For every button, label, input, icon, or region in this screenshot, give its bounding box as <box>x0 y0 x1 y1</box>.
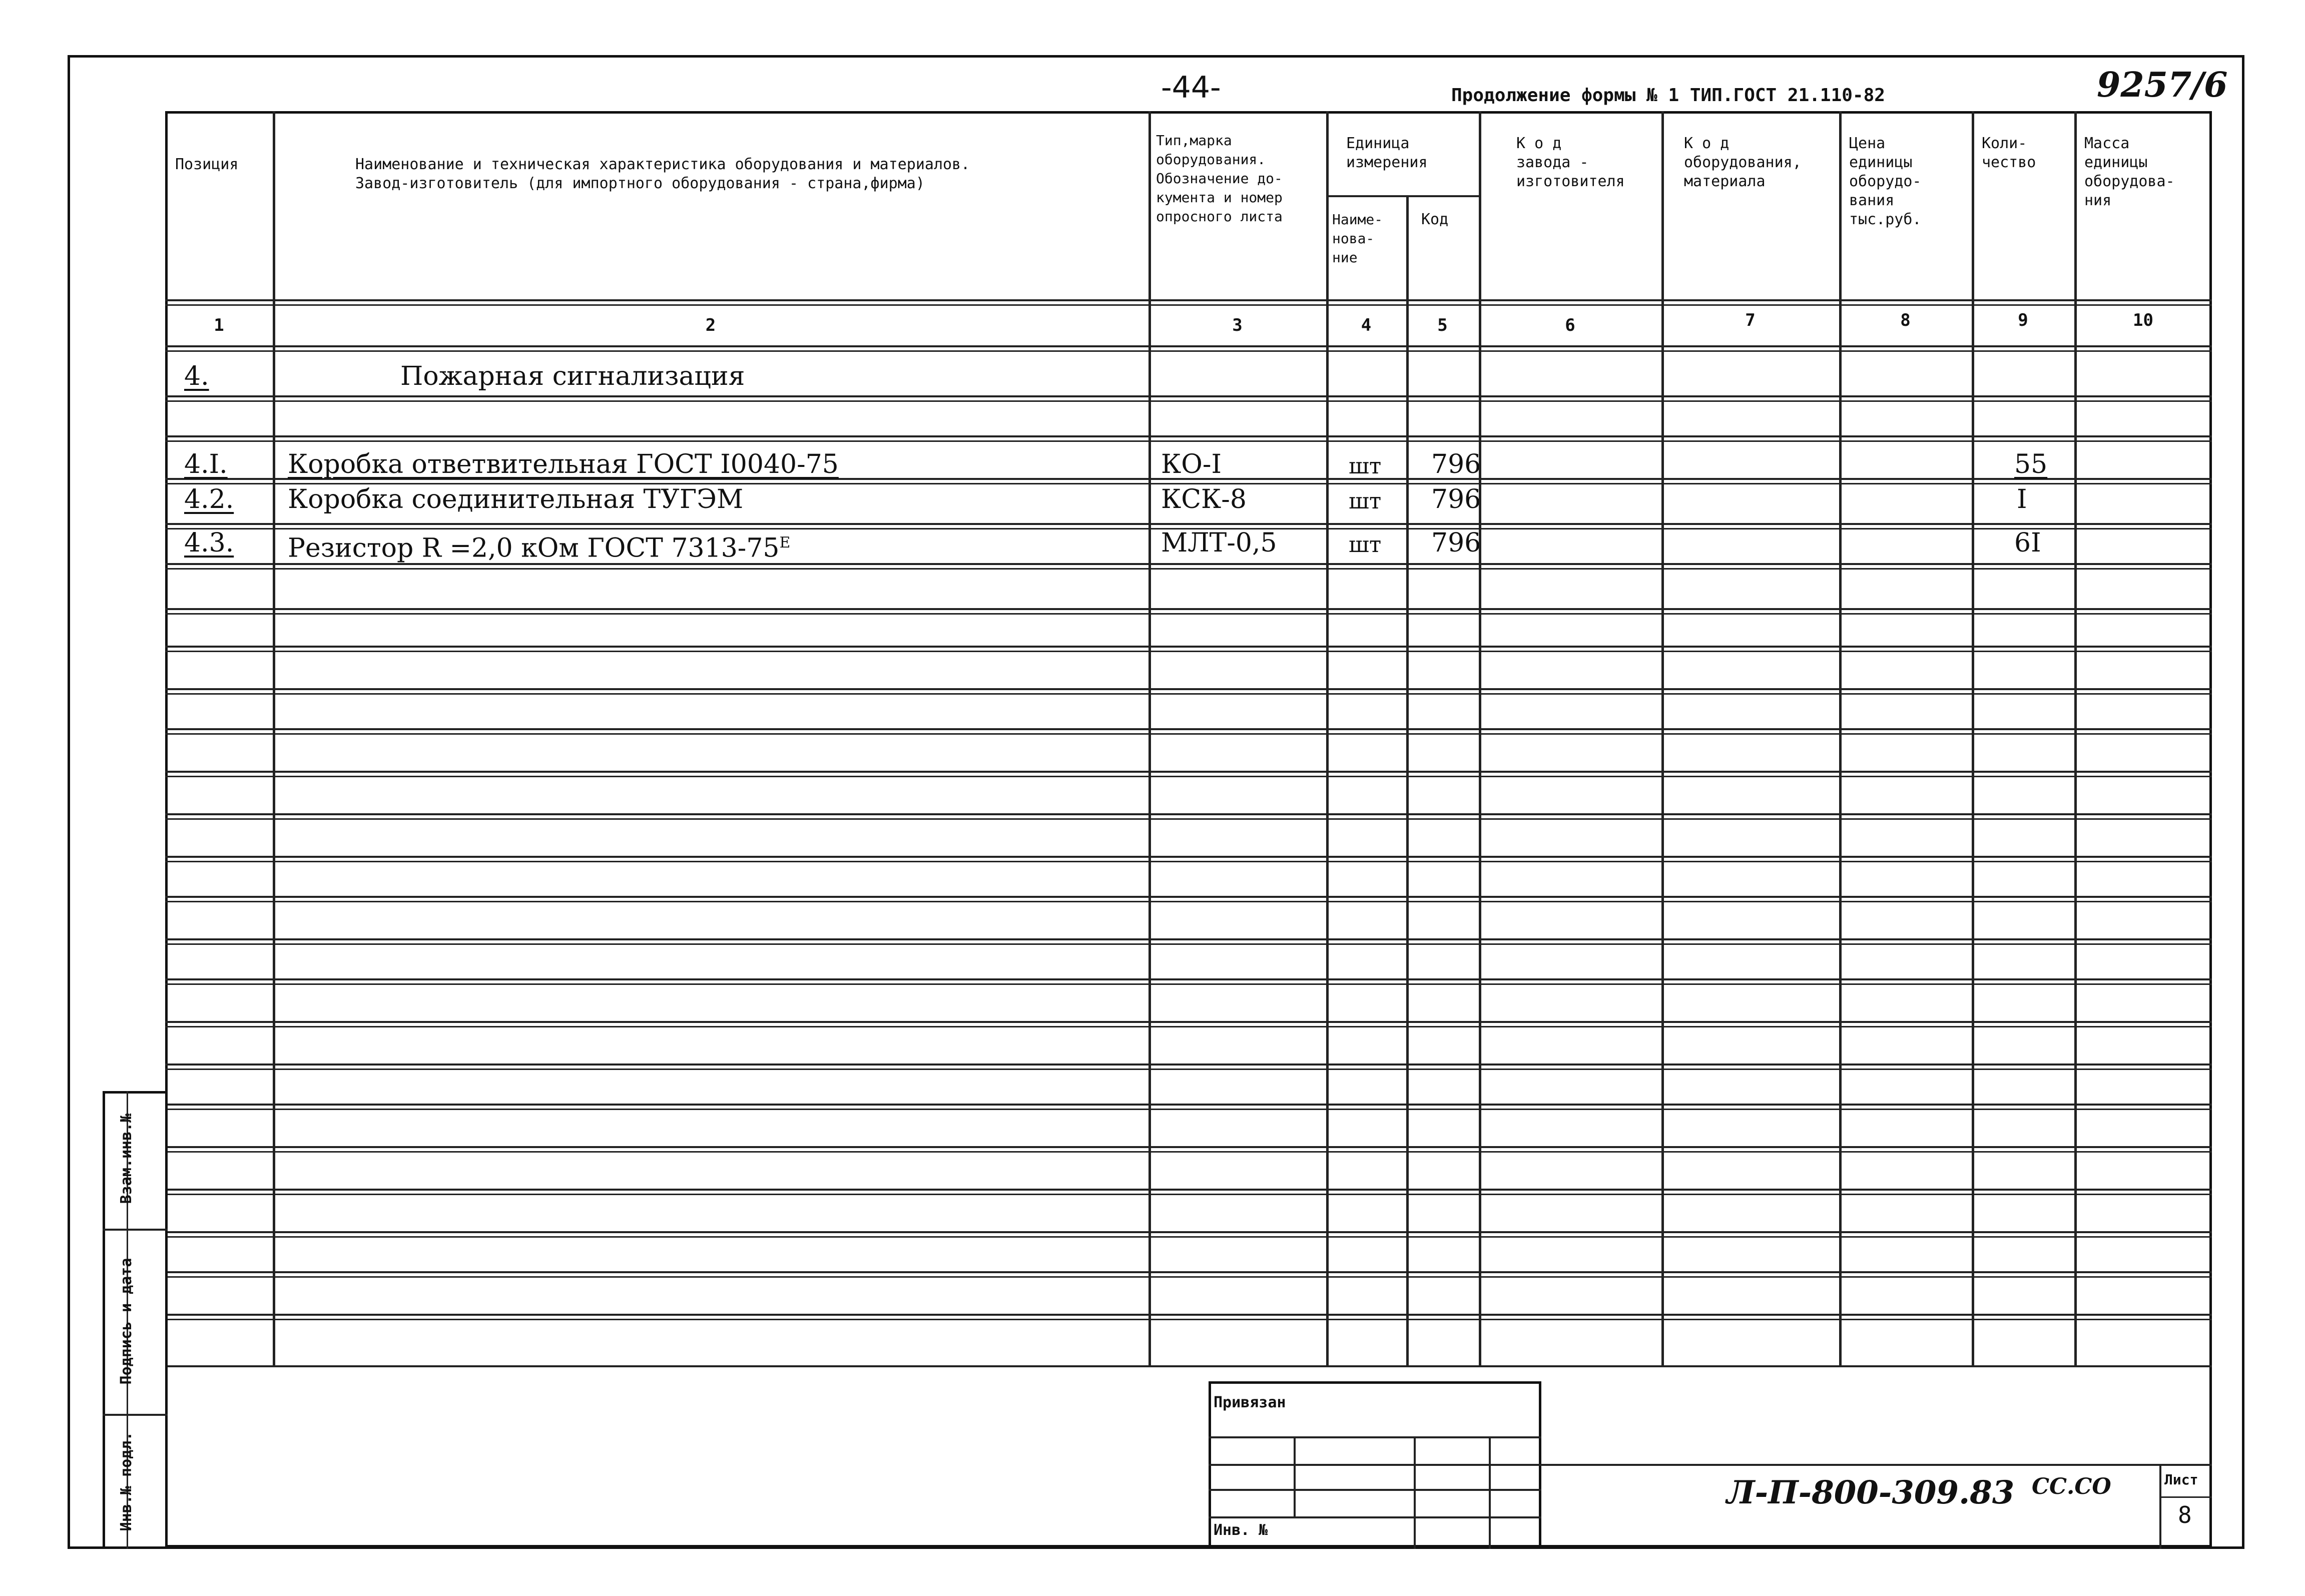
table-row-line <box>165 1063 2212 1066</box>
row-unit: шт <box>1349 532 1382 558</box>
header-name: Наименование и техническая характеристика оборудования и материалов. Завод-изготовитель (для импортного оборудования - страна,фирма) <box>355 156 970 192</box>
row-name: Коробка ответвительная ГОСТ I0040-75 <box>288 449 839 479</box>
row-code: 796 <box>1431 484 1481 514</box>
header-price: Цена единицы оборудо- вания тыс.руб. <box>1849 135 1922 228</box>
table-row-line <box>165 1026 2212 1027</box>
header-unit-name: Наиме- нова- ние <box>1332 211 1383 266</box>
column-number: 5 <box>1437 315 1448 335</box>
sheet-number: 8 <box>2178 1501 2192 1528</box>
bound-line <box>1209 1489 1541 1491</box>
table-row-line <box>165 1109 2212 1110</box>
column-number: 10 <box>2133 310 2153 330</box>
table-row-line <box>165 943 2212 945</box>
table-row-line <box>165 435 2212 437</box>
row-position: 4.3. <box>184 528 234 558</box>
table-row-line <box>165 861 2212 862</box>
row-name-text: Резистор R =2,0 кОм ГОСТ 7313-75 <box>288 533 780 564</box>
table-row-line <box>165 938 2212 940</box>
section-position: 4. <box>184 361 209 391</box>
header-position: Позиция <box>175 156 239 173</box>
bound-line <box>1209 1464 1541 1466</box>
table-row-line <box>165 440 2212 442</box>
row-code: 796 <box>1431 449 1481 479</box>
table-row-line <box>165 771 2212 773</box>
bound-label: Привязан <box>1214 1394 1286 1411</box>
column-number: 2 <box>705 315 716 335</box>
table-row-line <box>165 563 2212 565</box>
table-row-line <box>165 568 2212 570</box>
row-quantity: I <box>2017 484 2027 514</box>
row-name <box>288 528 790 563</box>
row-position: 4.I. <box>184 449 228 479</box>
table-row-line <box>165 728 2212 730</box>
table-row-line <box>165 613 2212 615</box>
section-title: Пожарная сигнализация <box>400 361 745 391</box>
header-type: Тип,марка оборудования. Обозначение до- кумента и номер опросного листа <box>1156 132 1283 225</box>
header-unit-group: Единица измерения <box>1346 135 1428 171</box>
row-type: МЛТ-0,5 <box>1161 528 1277 558</box>
bound-col <box>1489 1436 1491 1549</box>
bound-line <box>1209 1436 1541 1438</box>
column-number: 4 <box>1361 315 1372 335</box>
table-row-line <box>165 856 2212 858</box>
header-equipment-code: К о д оборудования, материала <box>1684 135 1802 190</box>
table-row-line <box>165 983 2212 985</box>
bound-line <box>1209 1516 1541 1518</box>
numbers-bottom-line-2 <box>165 350 2212 352</box>
table-row-line <box>165 733 2212 735</box>
sheet-line <box>2159 1496 2212 1498</box>
row-quantity: 55 <box>2014 449 2048 479</box>
sheet-divider <box>2159 1464 2161 1549</box>
side-stamp-field2: Подпись и дата <box>118 1258 135 1385</box>
document-code: Л-П-800-309.83 <box>1726 1474 2015 1511</box>
table-row-line <box>165 1319 2212 1320</box>
stamp-line <box>1541 1464 2212 1466</box>
header-quantity: Коли- чество <box>1982 135 2036 171</box>
row-unit: шт <box>1349 453 1382 479</box>
header-unit-code: Код <box>1421 211 1449 228</box>
bound-col <box>1414 1436 1416 1549</box>
table-row-line <box>165 400 2212 402</box>
header-mass: Масса единицы оборудова- ния <box>2084 135 2175 209</box>
sheet-label: Лист <box>2164 1471 2198 1488</box>
row-name-superscript: Е <box>779 534 791 552</box>
column-number: 8 <box>1900 310 1911 330</box>
row-quantity: 6I <box>2014 528 2041 558</box>
row-code: 796 <box>1431 528 1481 558</box>
numbers-bottom-line <box>165 345 2212 347</box>
bound-col <box>1294 1436 1296 1516</box>
table-row-line <box>165 523 2212 525</box>
col-divider <box>1406 195 1409 1367</box>
page-number-top: -44- <box>1161 70 1221 105</box>
row-position: 4.2. <box>184 484 234 514</box>
table-row-line <box>165 1276 2212 1278</box>
table-row-line <box>165 608 2212 610</box>
table-row-line <box>165 896 2212 898</box>
side-stamp-field1: Взам.инв.№ <box>118 1113 135 1204</box>
header-bottom-line-2 <box>165 304 2212 306</box>
column-number: 1 <box>214 315 224 335</box>
column-number: 3 <box>1232 315 1243 335</box>
inv-label: Инв. № <box>1214 1521 1268 1539</box>
header-factory-code: К о д завода - изготовителя <box>1516 135 1625 190</box>
table-row-line <box>165 1271 2212 1273</box>
table-row-line <box>165 1236 2212 1238</box>
header-subdivider <box>1326 195 1479 197</box>
document-suffix: СС.СО <box>2032 1474 2111 1499</box>
side-stamp-divider <box>103 1414 168 1416</box>
form-continuation: Продолжение формы № 1 ТИП.ГОСТ 21.110-82 <box>1451 85 1885 106</box>
table-row-line <box>165 395 2212 397</box>
table-row-line <box>165 1069 2212 1070</box>
table-row-line <box>165 1231 2212 1233</box>
table-row-line <box>165 693 2212 695</box>
table-row-line <box>165 1104 2212 1106</box>
table-row-line <box>165 688 2212 690</box>
row-name: Коробка соединительная ТУГЭМ <box>288 484 744 514</box>
table-row-line <box>165 978 2212 980</box>
column-number: 7 <box>1745 310 1756 330</box>
column-number: 6 <box>1565 315 1575 335</box>
row-unit: шт <box>1349 488 1382 514</box>
column-number: 9 <box>2018 310 2028 330</box>
table-row-line <box>165 1146 2212 1148</box>
row-type: КСК-8 <box>1161 484 1247 514</box>
side-stamp-divider <box>103 1229 168 1231</box>
table-row-line <box>165 818 2212 820</box>
row-type: КО-I <box>1161 449 1222 479</box>
table-bottom-line <box>165 1365 2212 1367</box>
table-row-line <box>165 901 2212 902</box>
table-row-line <box>165 1314 2212 1316</box>
header-bottom-line <box>165 299 2212 301</box>
side-stamp-field3: Инв.№ подл. <box>118 1431 135 1531</box>
table-row-line <box>165 1151 2212 1153</box>
table-row-line <box>165 776 2212 777</box>
table-row-line <box>165 1189 2212 1191</box>
table-row-line <box>165 651 2212 652</box>
table-row-line <box>165 646 2212 648</box>
corner-number: 9257/6 <box>2097 65 2228 105</box>
table-row-line <box>165 1021 2212 1023</box>
table-row-line <box>165 1194 2212 1195</box>
table-row-line <box>165 813 2212 815</box>
